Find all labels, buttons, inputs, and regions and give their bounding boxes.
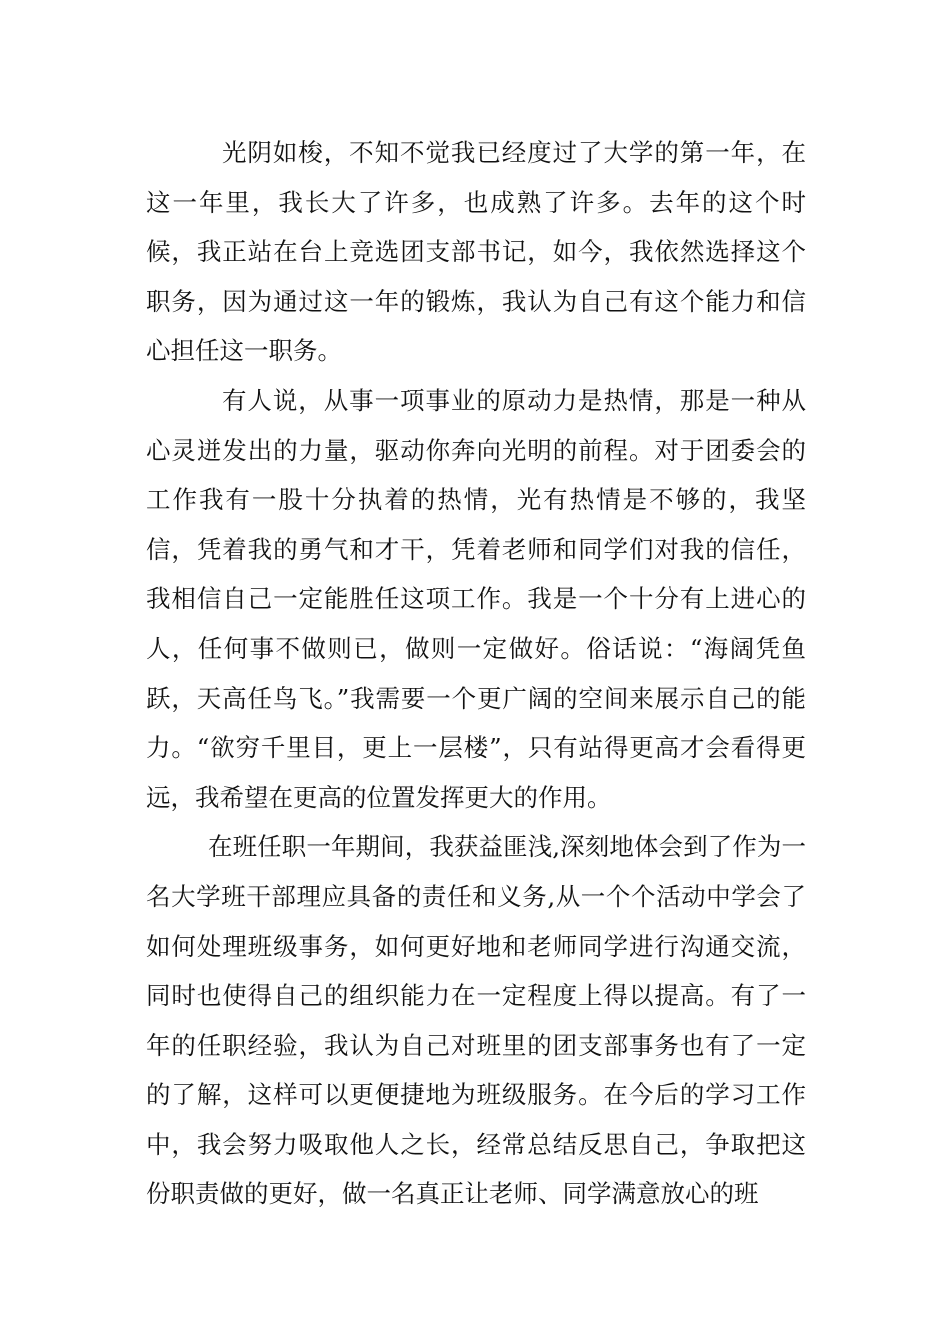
paragraph-1: 光阴如梭，不知不觉我已经度过了大学的第一年，在这一年里，我长大了许多，也成熟了许多。去年的这个时候，我正站在台上竞选团支部书记，如今，我依然选择这个职务，因为通过这一年的锻炼，我认为自己有这个能力和信心担任这一职务。 xyxy=(146,138,806,366)
paragraph-3: 在班任职一年期间，我获益匪浅,深刻地体会到了作为一名大学班干部理应具备的责任和义务,从一个个活动中学会了如何处理班级事务，如何更好地和老师同学进行沟通交流，同时也使得自己的组织能力在一定程度上得以提高。有了一年的任职经验，我认为自己对班里的团支部事务也有了一定的了解，这样可以更便捷地为班级服务。在今后的学习工作中，我会努力吸取他人之长，经常总结反思自己，争取把这份职责做的更好，做一名真正让老师、同学满意放心的班 xyxy=(146,832,806,1209)
paragraph-2: 有人说，从事一项事业的原动力是热情，那是一种从心灵迸发出的力量，驱动你奔向光明的前程。对于团委会的工作我有一股十分执着的热情，光有热情是不够的，我坚信，凭着我的勇气和才干，凭着老师和同学们对我的信任，我相信自己一定能胜任这项工作。我是一个十分有上进心的人，任何事不做则已，做则一定做好。俗话说：“海阔凭鱼跃，天高任鸟飞。”我需要一个更广阔的空间来展示自己的能力。“欲穷千里目，更上一层楼”，只有站得更高才会看得更远，我希望在更高的位置发挥更大的作用。 xyxy=(146,385,806,812)
document-body xyxy=(146,128,806,1219)
